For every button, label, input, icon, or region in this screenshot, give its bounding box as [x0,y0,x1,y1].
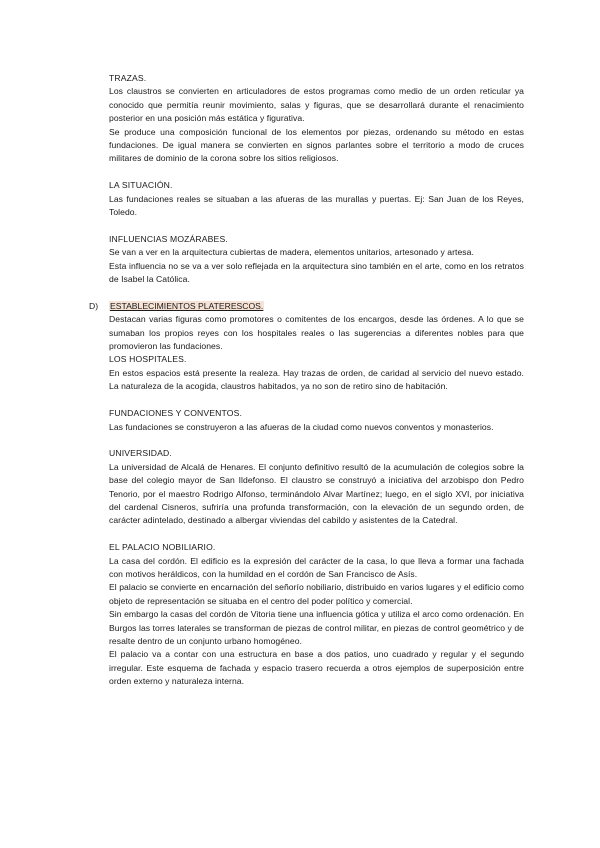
paragraph: Se produce una composición funcional de los elementos por piezas, ordenando su método en estas fundaciones. De igual manera se convierten en signos parlantes sobre el territorio a modo de cruces militares de dominio de la corona sobre los sitios religiosos. [109,126,524,164]
paragraph: La casa del cordón. El edificio es la expresión del carácter de la casa, lo que lleva a formar una fachada con motivos heráldicos, con la humildad en el cordón de San Francisco de Asís. [109,555,524,579]
document-body [89,72,524,702]
section-marker: D) [89,300,99,311]
section-palacio-nobiliario [109,541,524,688]
section-fundaciones-conventos [109,407,524,434]
section-trazas [109,72,524,166]
section-influencias-mozarabes [109,233,524,287]
major-section-establecimientos [89,300,524,354]
paragraph: Los claustros se convierten en articuladores de estos programas como medio de un orden reticular ya conocido que permitía reunir movimiento, salas y figuras, que se desarrollará durante el renacimiento posterior en una posición más estática y figurativa. [109,86,524,124]
paragraph: En estos espacios está presente la realeza. Hay trazas de orden, de caridad al servicio del nuevo estado. La naturaleza de la acogida, claustros habitados, ya no son de retiro sino de habitación. [109,367,524,392]
paragraph: Esta influencia no se va a ver solo reflejada en la arquitectura sino también en el arte, como en los retratos de Isabel la Católica. [109,260,524,285]
section-heading: UNIVERSIDAD. [109,448,172,459]
section-heading: LA SITUACIÓN. [109,180,173,191]
paragraph: Se van a ver en la arquitectura cubiertas de madera, elementos unitarios, artesonado y artesa. [109,247,474,258]
section-heading: FUNDACIONES Y CONVENTOS. [109,408,243,419]
paragraph: Sin embargo la casas del cordón de Vitoria tiene una influencia gótica y utiliza el arco como ordenación. En Burgos las torres laterales se transforman de piezas de control militar, en piezas de control geométrico y de resalte dentro de un conjunto urbano homogéneo. [109,609,524,646]
section-situacion [109,179,524,219]
paragraph: Las fundaciones reales se situaban a las afueras de las murallas y puertas. Ej: San Juan de los Reyes, Toledo. [109,193,524,218]
section-heading: EL PALACIO NOBILIARIO. [109,542,216,553]
paragraph: Destacan varias figuras como promotores o comitentes de los encargos, desde las órdenes. A lo que se sumaban los propios reyes con los hospitales reales o las sugerencias a diferentes nobles para que promovieron las fundaciones. [109,314,524,352]
section-heading: TRAZAS. [109,73,147,83]
paragraph: El palacio se convierte en encarnación del señorío nobiliario, distribuido en varios lugares y el edificio como objeto de representación se situaba en el centro del poder político y comercial. [109,582,524,606]
section-heading: INFLUENCIAS MOZÁRABES. [109,233,228,244]
section-hospitales [109,353,524,393]
paragraph: La universidad de Alcalá de Henares. El conjunto definitivo resultó de la acumulación de colegios sobre la base del colegio mayor de San Ildefonso. El claustro se construyó a iniciativa del arzobispo don Pedro Tenorio, por el maestro Rodrigo Alfonso, terminándolo Alvar Martínez; luego, en el siglo XVI, por iniciativa del cardenal Cisneros, sufriría una profunda transformación, con la elevación de un segundo orden, de carácter adintelado, destinado a albergar viviendas del cabildo y asistentes de la Catedral. [109,461,524,526]
major-section-title: ESTABLECIMIENTOS PLATERESCOS. [110,300,264,311]
paragraph: Las fundaciones se construyeron a las afueras de la ciudad como nuevos conventos y monasterios. [109,421,494,432]
paragraph: El palacio va a contar con una estructura en base a dos patios, uno cuadrado y regular y el segundo irregular. Este esquema de fachada y espacio trasero recuerda a otros ejemplos de superposición entre orden externo y naturaleza interna. [109,649,524,687]
section-universidad [109,447,524,527]
section-heading: LOS HOSPITALES. [109,354,187,365]
